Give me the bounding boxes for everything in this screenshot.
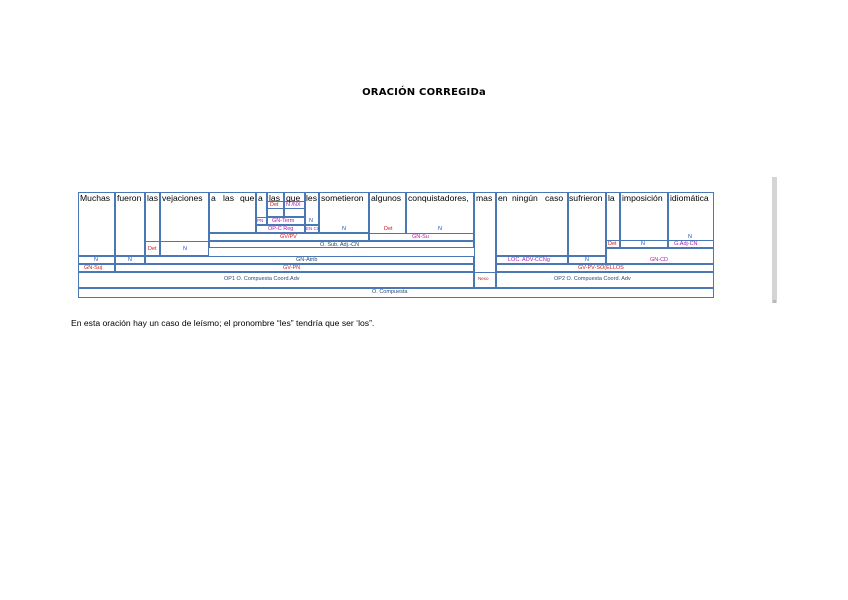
label-n-les: N bbox=[309, 218, 313, 224]
word: a bbox=[211, 193, 216, 203]
word: que bbox=[286, 193, 301, 203]
word: mas bbox=[476, 193, 493, 203]
word: sufrieron bbox=[569, 193, 603, 203]
label-n-vejaciones: N bbox=[183, 246, 187, 252]
label-op1: OP1 O. Compuesta Coord.Adv bbox=[224, 276, 300, 282]
label-n-sufrieron: N bbox=[585, 257, 589, 263]
label-det: Det bbox=[270, 202, 279, 208]
analysis-note: En esta oración hay un caso de leísmo; el pronombre “les” tendría que ser ‘los”. bbox=[71, 318, 375, 328]
word: idiomática bbox=[670, 193, 709, 203]
label-o-compuesta: O. Compuesta bbox=[372, 289, 408, 295]
word: que bbox=[240, 193, 255, 203]
word: las bbox=[269, 193, 280, 203]
word: imposición bbox=[622, 193, 663, 203]
label-en-cc: EN CC bbox=[306, 226, 321, 231]
label-gn-cd: GN-CD bbox=[650, 257, 669, 263]
label-n-imposicion: N bbox=[641, 241, 645, 247]
word: la bbox=[608, 193, 615, 203]
label-gv-pn: GV-PN bbox=[283, 265, 301, 271]
label-gn-atrib: GN-Atrib bbox=[296, 257, 318, 263]
label-pn: PN bbox=[257, 218, 264, 223]
word: en bbox=[498, 193, 508, 203]
page-title: ORACIÓN CORREGIDa bbox=[362, 87, 486, 98]
word: les bbox=[306, 193, 317, 203]
word: Muchas bbox=[80, 193, 111, 203]
label-n-conquistadores: N bbox=[438, 226, 442, 232]
label-gv-pv-so: GV-PV-SO(ELLOS bbox=[578, 265, 624, 271]
label-gn-term: GN-Term bbox=[272, 218, 295, 224]
label-gn-su: GN-Su bbox=[412, 234, 429, 240]
label-det-algunos: Det bbox=[384, 226, 393, 232]
word: las bbox=[147, 193, 158, 203]
label-n-muchas: N bbox=[94, 257, 98, 263]
label-g-adj-cn: G.Adj-CN bbox=[674, 241, 698, 247]
label-det-las: Det bbox=[148, 246, 157, 252]
label-gn-suj: GN-Suj bbox=[84, 265, 103, 271]
word: algunos bbox=[371, 193, 402, 203]
scroll-down-arrow-icon[interactable] bbox=[773, 300, 776, 303]
word: sometieron bbox=[321, 193, 364, 203]
label-op-creg: OP-C Reg bbox=[268, 226, 294, 232]
label-n-sometieron: N bbox=[342, 226, 346, 232]
label-op2: OP2 O. Compuesta Coord. Adv bbox=[554, 276, 631, 282]
word: vejaciones bbox=[162, 193, 203, 203]
label-o-sub-adj: O. Sub. Adj.-CN bbox=[320, 242, 360, 248]
label-n-fueron: N bbox=[128, 257, 132, 263]
label-det-la: Det bbox=[608, 241, 617, 247]
word: caso bbox=[545, 193, 564, 203]
label-n-nx: N /NX bbox=[286, 202, 301, 208]
label-gv-pv: GV/PV bbox=[280, 234, 297, 240]
word: ningún bbox=[512, 193, 538, 203]
word: las bbox=[223, 193, 234, 203]
syntactic-analysis-table bbox=[78, 192, 714, 298]
word: fueron bbox=[117, 193, 142, 203]
label-loc-adv: LOC. ADV-CCNg bbox=[508, 257, 550, 263]
label-nexo: Nexo bbox=[478, 276, 489, 281]
vertical-scrollbar[interactable] bbox=[772, 177, 777, 303]
word: conquistadores, bbox=[408, 193, 469, 203]
word: a bbox=[258, 193, 263, 203]
label-n-idiomatica: N bbox=[688, 234, 692, 240]
